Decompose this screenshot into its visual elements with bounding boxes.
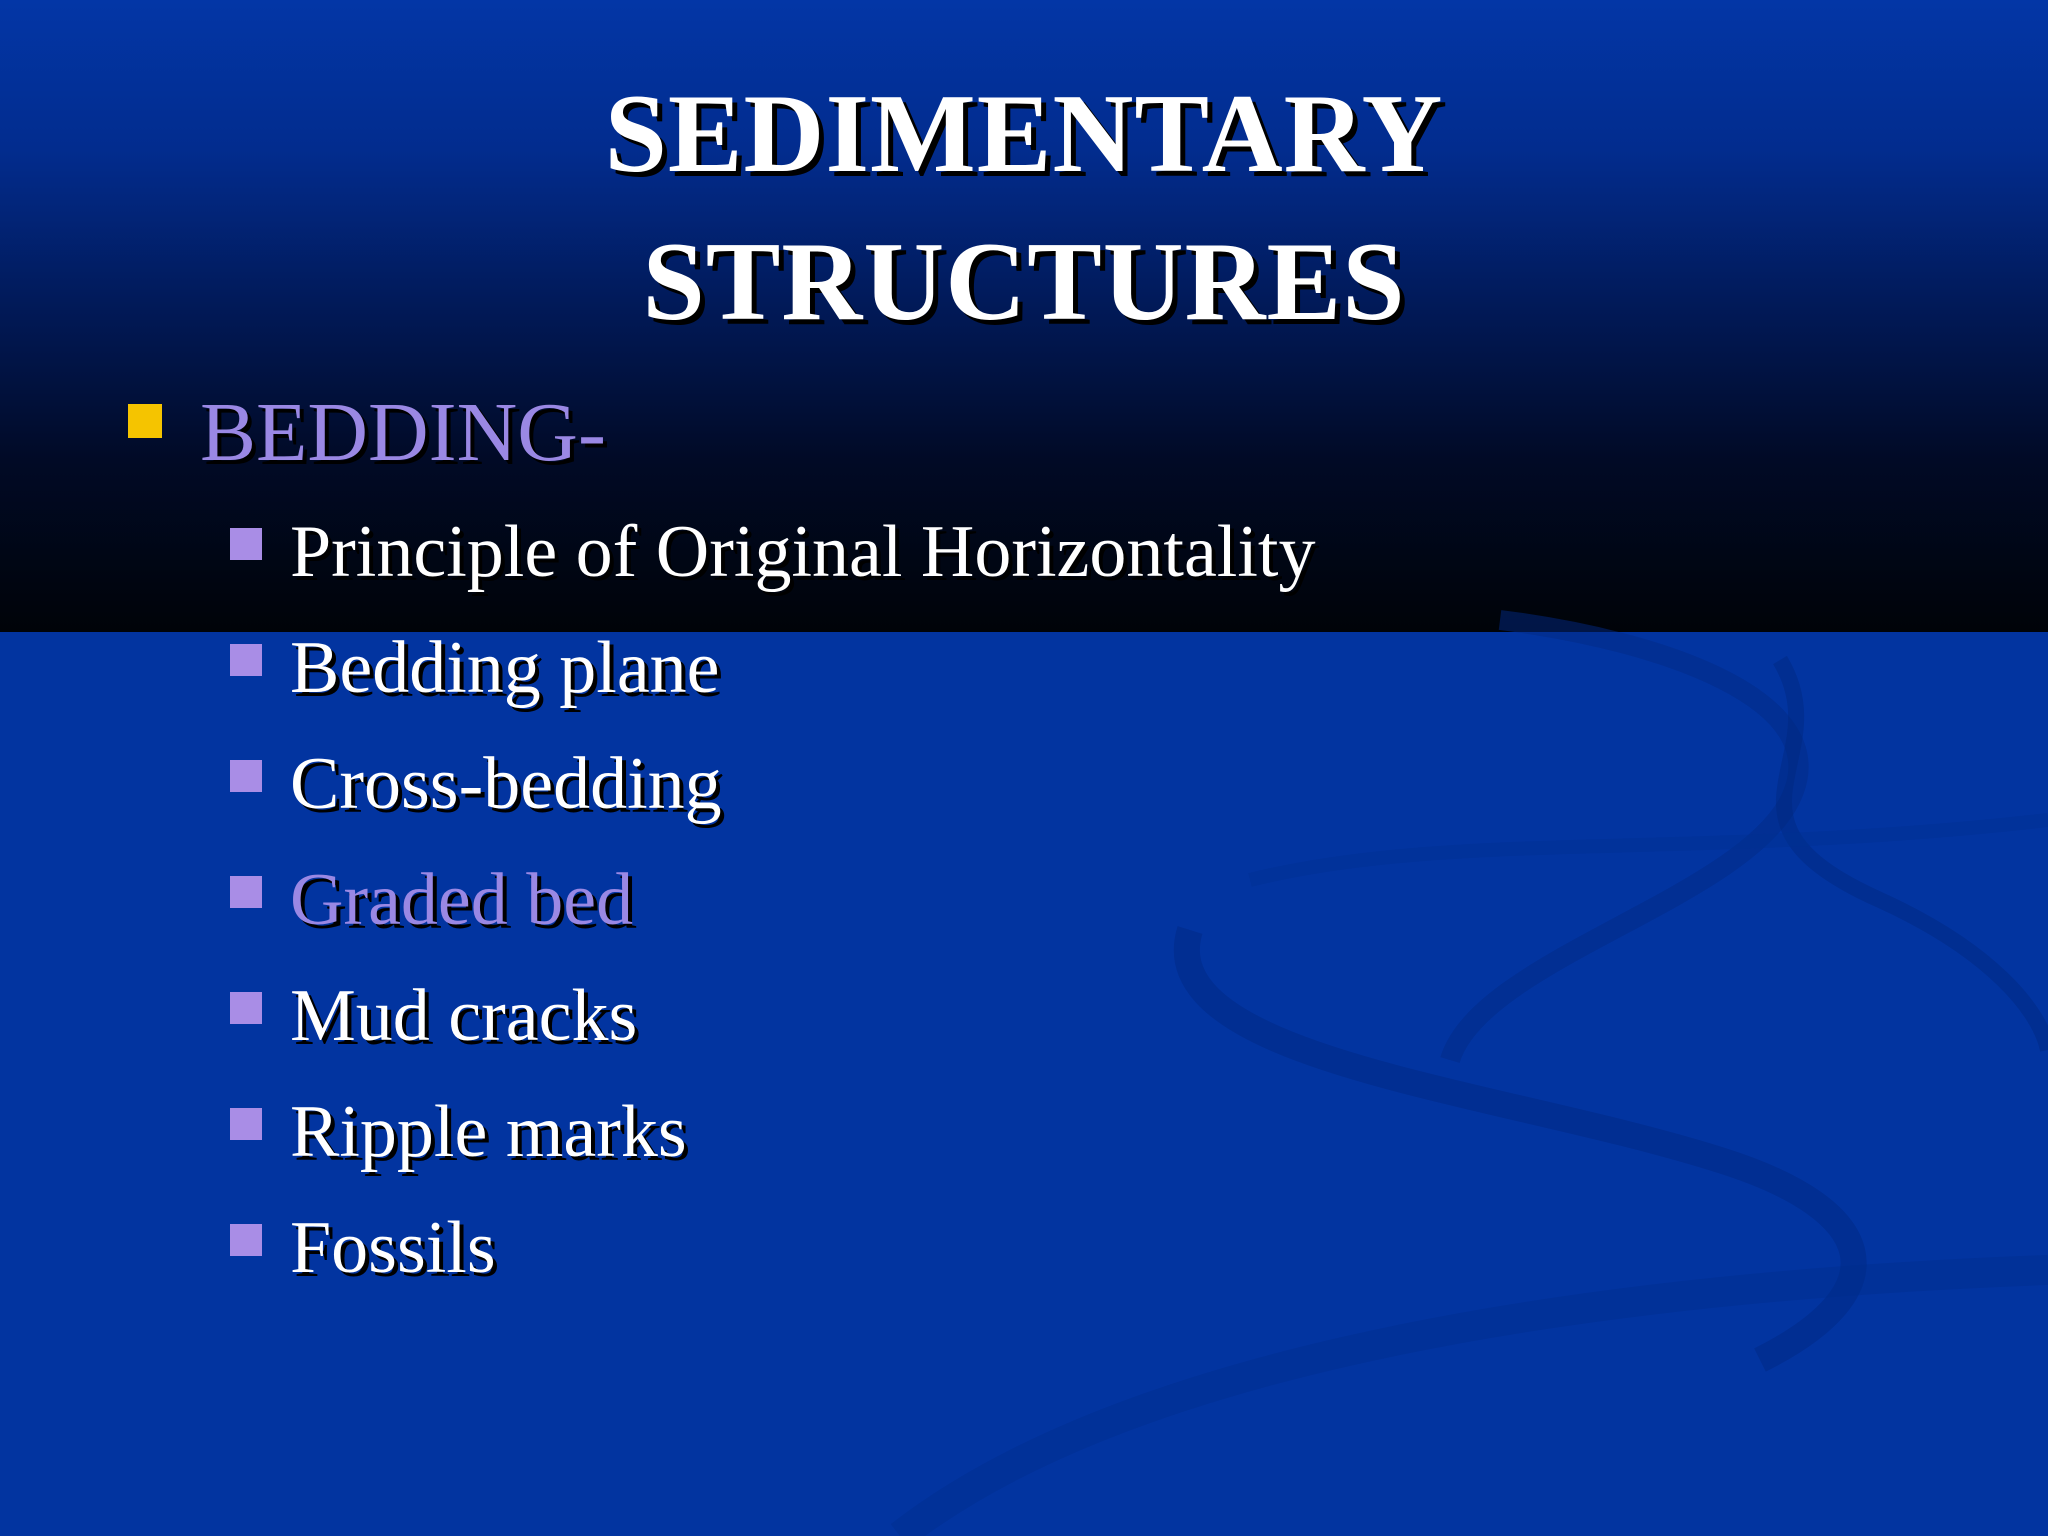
sub-bullet-item bbox=[230, 622, 1830, 738]
sub-bullet-list bbox=[230, 506, 1830, 1318]
square-bullet-icon bbox=[230, 876, 262, 908]
square-bullet-icon bbox=[230, 1224, 262, 1256]
main-bullet-label: BEDDING- bbox=[200, 386, 606, 479]
square-bullet-icon bbox=[230, 1108, 262, 1140]
square-bullet-icon bbox=[230, 528, 262, 560]
square-bullet-icon bbox=[128, 404, 162, 438]
slide-title bbox=[0, 60, 2048, 356]
sub-bullet-label: Fossils bbox=[290, 1207, 496, 1289]
main-bullet-item bbox=[128, 378, 606, 488]
square-bullet-icon bbox=[230, 992, 262, 1024]
square-bullet-icon bbox=[230, 760, 262, 792]
sub-bullet-label: Ripple marks bbox=[290, 1091, 687, 1173]
sub-bullet-label: Bedding plane bbox=[290, 627, 720, 709]
sub-bullet-item bbox=[230, 506, 1830, 622]
sub-bullet-label: Principle of Original Horizontality bbox=[290, 511, 1316, 593]
slide-title-line-1: SEDIMENTARY bbox=[604, 72, 1444, 196]
slide-title-line-2: STRUCTURES bbox=[642, 220, 1406, 344]
sub-bullet-item bbox=[230, 1086, 1830, 1202]
sub-bullet-label: Mud cracks bbox=[290, 975, 638, 1057]
sub-bullet-item bbox=[230, 854, 1830, 970]
sub-bullet-item bbox=[230, 738, 1830, 854]
sub-bullet-label: Cross-bedding bbox=[290, 743, 722, 825]
square-bullet-icon bbox=[230, 644, 262, 676]
sub-bullet-item bbox=[230, 1202, 1830, 1318]
sub-bullet-label: Graded bed bbox=[290, 859, 634, 941]
sub-bullet-item bbox=[230, 970, 1830, 1086]
